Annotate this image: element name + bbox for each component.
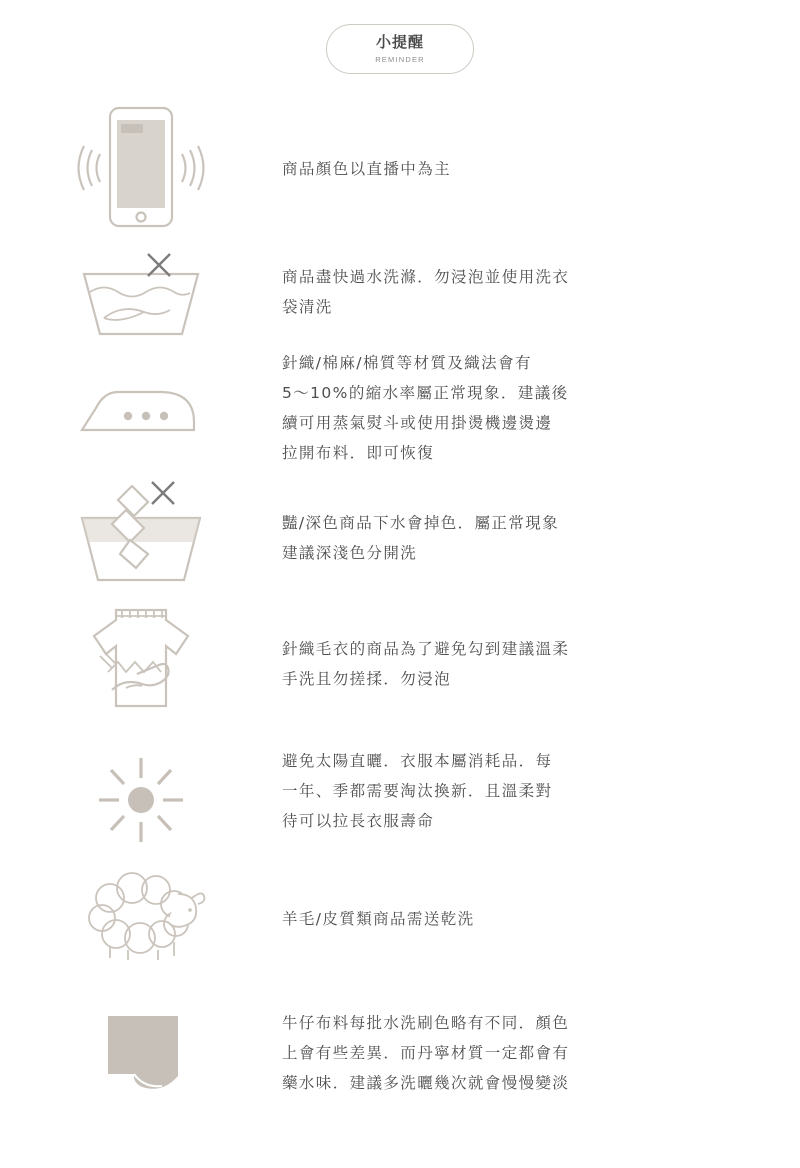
reminder-line: 針織毛衣的商品為了避免勾到建議溫柔 [282,640,570,658]
reminder-row [0,348,800,468]
icon-cell [0,240,282,348]
reminder-row [0,854,800,980]
icon-cell [0,348,282,446]
reminder-line: 商品盡快過水洗滌．勿浸泡並使用洗衣 [282,268,570,286]
reminder-line: 豔/深色商品下水會掉色．屬正常現象 [282,514,560,532]
reminder-subtitle: REMINDER [375,54,425,64]
reminder-text [282,348,800,468]
reminder-line: 羊毛/皮質類商品需送乾洗 [282,910,475,928]
reminder-line: 手洗且勿搓揉．勿浸泡 [282,670,452,688]
sun-icon [66,750,216,850]
reminder-line: 5～10%的縮水率屬正常現象．建議後 [282,384,569,402]
hand-wash-sweater-icon [66,602,216,718]
reminder-text [282,96,800,184]
reminder-text [282,980,800,1098]
steam-iron-icon [66,376,216,446]
reminder-row [0,240,800,348]
denim-fabric-icon [66,1016,216,1100]
reminder-line: 藥水味．建議多洗曬幾次就會慢慢變淡 [282,1074,570,1092]
reminder-text [282,468,800,568]
reminder-line: 商品顏色以直播中為主 [282,160,452,178]
reminder-text [282,596,800,694]
reminder-title: 小提醒 [375,34,424,52]
icon-cell [0,96,282,238]
reminder-line: 一年、季都需要淘汰換新．且溫柔對 [282,782,553,800]
reminder-line: 建議深淺色分開洗 [282,544,418,562]
phone-vibrate-icon [66,98,216,238]
reminder-line: 拉開布料．即可恢復 [282,444,435,462]
icon-cell [0,724,282,850]
reminder-line: 待可以拉長衣服壽命 [282,812,435,830]
reminder-rows [0,96,800,1100]
reminder-text [282,724,800,836]
no-soak-wash-basin-icon [66,252,216,348]
reminder-row [0,96,800,240]
reminder-line: 續可用蒸氣熨斗或使用掛燙機邊燙邊 [282,414,553,432]
reminder-row [0,724,800,854]
reminder-line: 避免太陽直曬．衣服本屬消耗品．每 [282,752,553,770]
reminder-row [0,468,800,596]
icon-cell [0,596,282,718]
header [0,24,800,74]
reminder-row [0,980,800,1100]
icon-cell [0,468,282,594]
reminder-line: 上會有些差異．而丹寧材質一定都會有 [282,1044,570,1062]
icon-cell [0,980,282,1100]
reminder-row [0,596,800,724]
reminder-text [282,240,800,322]
reminder-line: 針織/棉麻/棉質等材質及織法會有 [282,354,532,372]
reminder-text [282,854,800,934]
icon-cell [0,854,282,964]
sheep-icon [66,868,216,964]
reminder-line: 牛仔布料每批水洗刷色略有不同．顏色 [282,1014,570,1032]
reminder-line: 袋清洗 [282,298,333,316]
reminder-badge [326,24,474,74]
no-bleach-basin-icon [66,476,216,594]
